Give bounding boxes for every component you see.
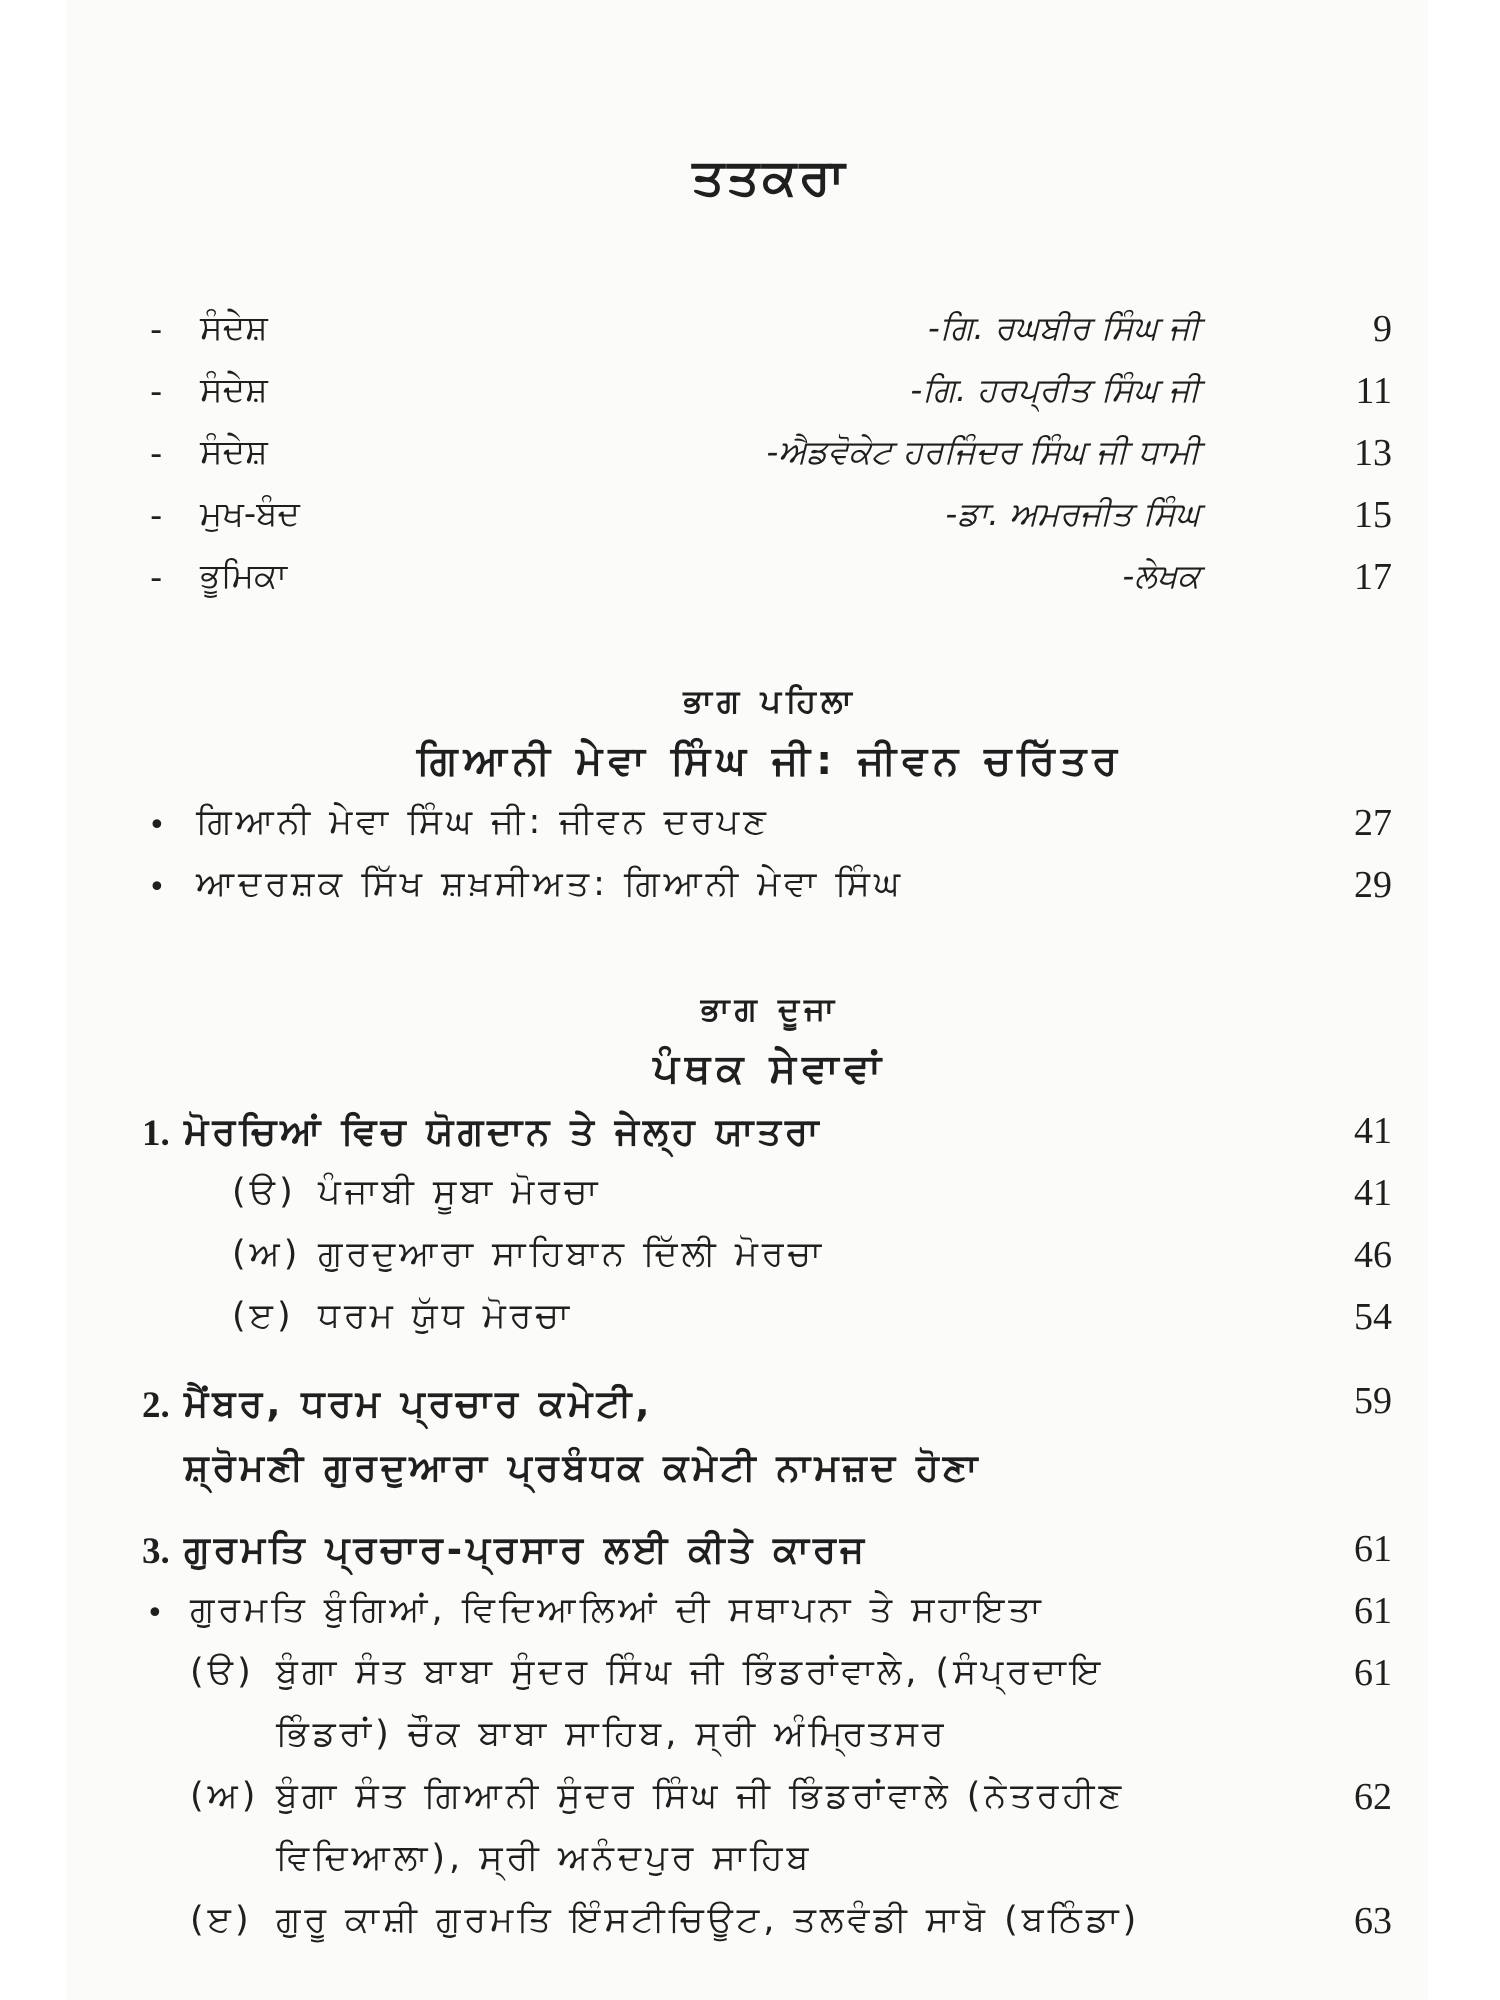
- item-text: ਪੰਜਾਬੀ ਸੂਬਾ ਮੋਰਚਾ: [318, 1172, 602, 1212]
- section-number: 1.: [142, 1113, 170, 1154]
- item-text-line2: ਵਿਦਿਆਲਾ), ਸ੍ਰੀ ਅਨੰਦਪੁਰ ਸਾਹਿਬ: [276, 1838, 813, 1878]
- item-page: 62: [1354, 1776, 1392, 1818]
- item-marker: (ੳ): [232, 1172, 297, 1212]
- row-dash: -: [150, 372, 163, 412]
- item-text: ਗੁਰਦੁਆਰਾ ਸਾਹਿਬਾਨ ਦਿੱਲੀ ਮੋਰਚਾ: [318, 1234, 826, 1274]
- item-text: ਗਿਆਨੀ ਮੇਵਾ ਸਿੰਘ ਜੀ: ਜੀਵਨ ਦਰਪਣ: [196, 802, 770, 842]
- item-marker: (ੲ): [232, 1296, 295, 1336]
- item-text: ਧਰਮ ਯੁੱਧ ਮੋਰਚਾ: [318, 1296, 574, 1336]
- item-page: 41: [1354, 1172, 1392, 1214]
- section-page: 41: [1354, 1110, 1392, 1152]
- section-page: 59: [1354, 1380, 1392, 1422]
- row-dash: -: [150, 434, 163, 474]
- row-author: -ਐਡਵੋਕੇਟ ਹਰਜਿੰਦਰ ਸਿੰਘ ਜੀ ਧਾਮੀ: [766, 432, 1200, 471]
- item-marker: (ਅ): [232, 1234, 302, 1274]
- item-page: 61: [1354, 1652, 1392, 1694]
- row-page: 11: [1355, 370, 1392, 412]
- bullet: •: [148, 808, 166, 843]
- item-marker: (ੳ): [190, 1652, 255, 1692]
- row-dash: -: [150, 310, 163, 350]
- row-label: ਭੂਮਿਕਾ: [200, 556, 288, 596]
- bullet: •: [148, 870, 166, 905]
- item-marker: (ਅ): [190, 1776, 260, 1816]
- row-page: 15: [1354, 494, 1392, 536]
- section-title-line1: ਮੈਂਬਰ, ਧਰਮ ਪ੍ਰਚਾਰ ਕਮੇਟੀ,: [184, 1382, 654, 1425]
- section-number: 2.: [142, 1385, 170, 1426]
- row-dash: -: [150, 496, 163, 536]
- item-text: ਆਦਰਸ਼ਕ ਸਿੱਖ ਸ਼ਖ਼ਸੀਅਤ: ਗਿਆਨੀ ਮੇਵਾ ਸਿੰਘ: [196, 864, 904, 904]
- section-title: ਮੋਰਚਿਆਂ ਵਿਚ ਯੋਗਦਾਨ ਤੇ ਜੇਲ੍ਹ ਯਾਤਰਾ: [184, 1110, 823, 1153]
- row-page: 13: [1354, 432, 1392, 474]
- item-text-line1: ਬੁੰਗਾ ਸੰਤ ਗਿਆਨੀ ਸੁੰਦਰ ਸਿੰਘ ਜੀ ਭਿੰਡਰਾਂਵਾਲੇ (ਨੇਤਰਹੀਣ: [276, 1776, 1126, 1816]
- bullet: •: [146, 1596, 164, 1631]
- item-text-line2: ਭਿੰਡਰਾਂ) ਚੌਕ ਬਾਬਾ ਸਾਹਿਬ, ਸ੍ਰੀ ਅੰਮ੍ਰਿਤਸਰ: [276, 1714, 948, 1754]
- part1-label: ਭਾਗ ਪਹਿਲਾ: [683, 682, 857, 720]
- row-author: -ਗਿ. ਰਘਬੀਰ ਸਿੰਘ ਜੀ: [927, 308, 1200, 347]
- section-title: ਗੁਰਮਤਿ ਪ੍ਰਚਾਰ-ਪ੍ਰਸਾਰ ਲਈ ਕੀਤੇ ਕਾਰਜ: [184, 1528, 869, 1571]
- row-dash: -: [150, 558, 163, 598]
- row-page: 9: [1373, 308, 1392, 350]
- row-author: -ਲੇਖਕ: [1122, 556, 1200, 595]
- part2-label: ਭਾਗ ਦੂਜਾ: [700, 990, 840, 1028]
- row-page: 17: [1354, 556, 1392, 598]
- row-label: ਸੰਦੇਸ਼: [200, 308, 268, 348]
- row-label: ਸੰਦੇਸ਼: [200, 432, 268, 472]
- item-text-line1: ਗੁਰੂ ਕਾਸ਼ੀ ਗੁਰਮਤਿ ਇੰਸਟੀਚਿਊਟ, ਤਲਵੰਡੀ ਸਾਬੋ (ਬਠਿੰਡਾ): [276, 1900, 1141, 1940]
- row-label: ਸੰਦੇਸ਼: [200, 370, 268, 410]
- row-author: -ਗਿ. ਹਰਪ੍ਰੀਤ ਸਿੰਘ ਜੀ: [910, 370, 1200, 409]
- row-label: ਮੁਖ-ਬੰਦ: [200, 494, 300, 534]
- section-number: 3.: [142, 1531, 170, 1572]
- item-page: 63: [1354, 1900, 1392, 1942]
- page-title: ਤਤਕਰਾ: [692, 148, 848, 206]
- part2-title: ਪੰਥਕ ਸੇਵਾਵਾਂ: [653, 1046, 887, 1092]
- row-author: -ਡਾ. ਅਮਰਜੀਤ ਸਿੰਘ: [945, 494, 1200, 533]
- item-page: 46: [1354, 1234, 1392, 1276]
- part1-title: ਗਿਆਨੀ ਮੇਵਾ ਸਿੰਘ ਜੀ: ਜੀਵਨ ਚਰਿੱਤਰ: [416, 738, 1124, 784]
- item-page: 54: [1354, 1296, 1392, 1338]
- item-marker: (ੲ): [190, 1900, 253, 1940]
- item-page: 61: [1354, 1590, 1392, 1632]
- section-page: 61: [1354, 1528, 1392, 1570]
- item-text-line1: ਬੁੰਗਾ ਸੰਤ ਬਾਬਾ ਸੁੰਦਰ ਸਿੰਘ ਜੀ ਭਿੰਡਰਾਂਵਾਲੇ, (ਸੰਪ੍ਰਦਾਇ: [276, 1652, 1105, 1692]
- item-page: 27: [1354, 802, 1392, 844]
- item-text: ਗੁਰਮਤਿ ਬੁੰਗਿਆਂ, ਵਿਦਿਆਲਿਆਂ ਦੀ ਸਥਾਪਨਾ ਤੇ ਸਹਾਇਤਾ: [190, 1590, 1045, 1630]
- item-page: 29: [1354, 864, 1392, 906]
- section-title-line2: ਸ਼੍ਰੋਮਣੀ ਗੁਰਦੁਆਰਾ ਪ੍ਰਬੰਧਕ ਕਮੇਟੀ ਨਾਮਜ਼ਦ ਹੋਣਾ: [184, 1446, 982, 1489]
